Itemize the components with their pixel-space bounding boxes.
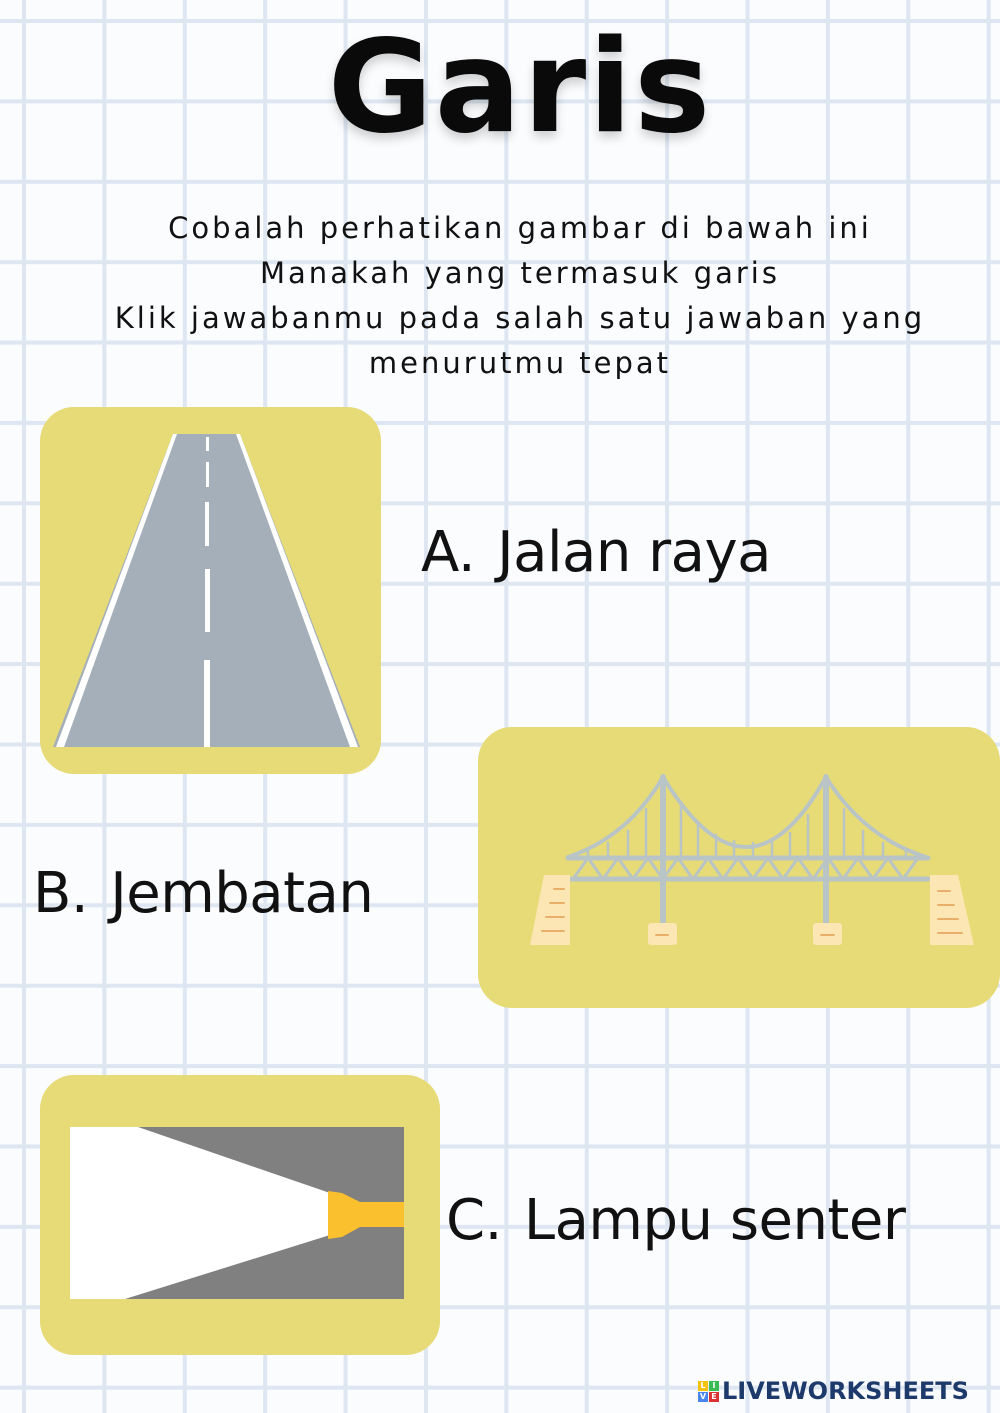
option-a-label[interactable]: [421, 518, 771, 588]
logo-tile: L: [698, 1381, 708, 1391]
road-icon: [40, 407, 381, 774]
logo-tile: E: [709, 1392, 719, 1402]
brand-text: LIVEWORKSHEETS: [722, 1377, 969, 1405]
option-a-image-card[interactable]: [40, 407, 381, 774]
option-text: Jembatan: [110, 861, 374, 926]
option-letter: B.: [33, 861, 89, 926]
flashlight-icon: [40, 1075, 440, 1355]
option-text: Jalan raya: [497, 520, 771, 585]
logo-tile: I: [709, 1381, 719, 1391]
option-letter: A.: [421, 520, 476, 585]
logo-tile: V: [699, 1391, 707, 1401]
instruction-line: menurutmu tepat: [368, 346, 672, 380]
option-b-image-card[interactable]: [478, 727, 1000, 1008]
option-c-label[interactable]: [446, 1186, 905, 1256]
option-b-label[interactable]: [33, 859, 373, 929]
instruction-line: Cobalah perhatikan gambar di bawah ini: [168, 211, 872, 245]
option-c-image-card[interactable]: [40, 1075, 440, 1355]
option-letter: C.: [446, 1188, 502, 1253]
liveworksheets-brand[interactable]: [698, 1376, 969, 1406]
option-text: Lampu senter: [523, 1188, 906, 1253]
page-title: Garis: [327, 13, 713, 162]
instruction-line: Klik jawabanmu pada salah satu jawaban yang: [114, 301, 926, 335]
liveworksheets-logo-icon: [698, 1381, 719, 1402]
instructions: [0, 206, 1000, 386]
instruction-line: Manakah yang termasuk garis: [260, 256, 780, 290]
bridge-icon: [478, 727, 1000, 1008]
